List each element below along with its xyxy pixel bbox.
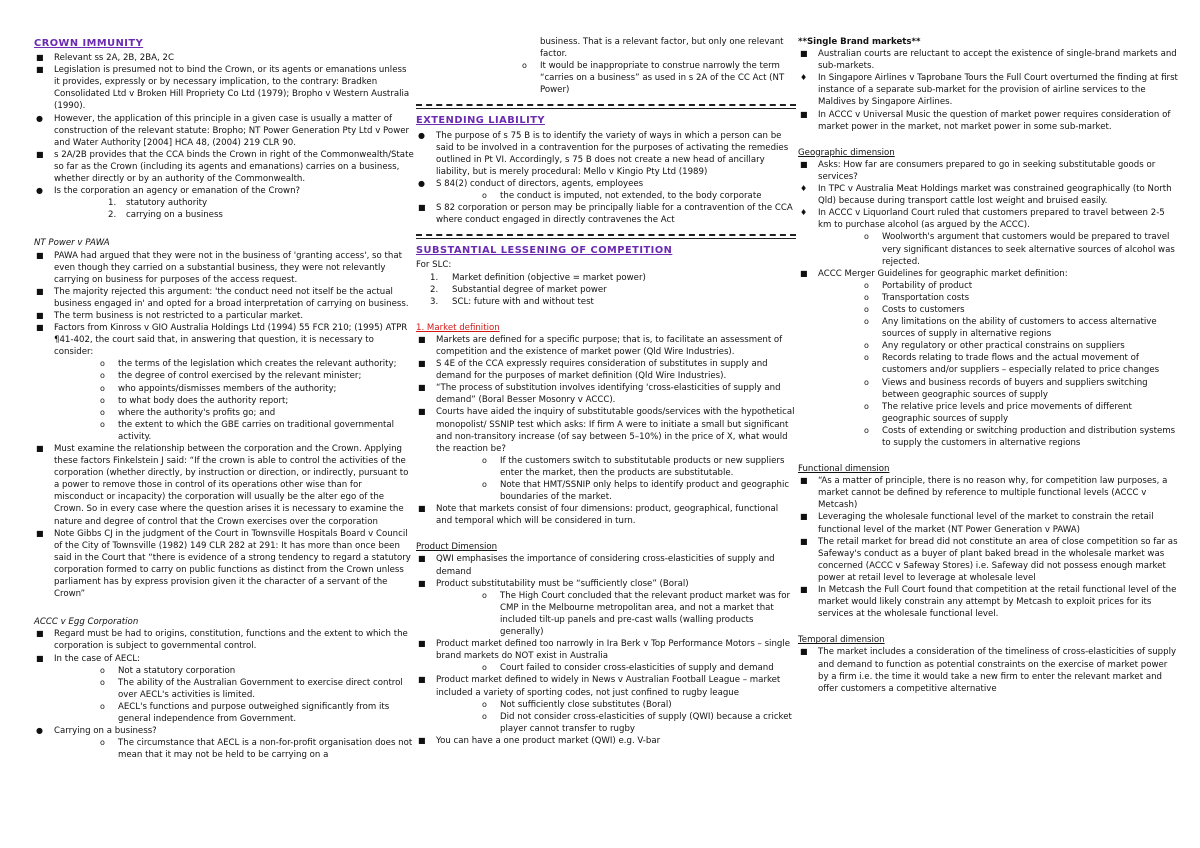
circle-bullet-icon: o: [100, 359, 105, 369]
square-bullet-icon: ■: [418, 334, 426, 344]
circle-bullet-icon: o: [864, 401, 869, 411]
numbered-item: 2. Substantial degree of market power: [430, 284, 607, 295]
column-1: [34, 36, 414, 761]
heading-market-definition: 1. Market definition: [416, 322, 500, 333]
circle-bullet-icon: o: [522, 61, 527, 71]
list-item: ■ “The process of substitution involves identifying 'cross-elasticities of supply and demand” (Boral Besser Mosonry v ACCC).: [418, 383, 781, 406]
square-bullet-icon: ■: [800, 647, 808, 657]
square-bullet-icon: ■: [36, 444, 44, 453]
circle-bullet-icon: o: [864, 292, 869, 302]
sub-item: o where the authority's profits go; and: [100, 407, 276, 418]
sub-item: o Records relating to trade flows and the actual movement of customers and/or suppliers – especially related to price changes: [864, 353, 1160, 376]
list-item: ■ The retail market for bread did not constitute an area of close competition so far as Safeway's conduct as a buyer of plant baked bread in the wholesale market was concerned (ACCC v Safeway Stores) i.e. Safeway did not possess enough market power at retail level to leverage at wholesale level: [800, 536, 1178, 583]
list-item: ♦ In Singapore Airlines v Taprobane Tours the Full Court overturned the finding at first instance of a separate sub-market for the provision of airline services to the Maldives by Singapore Airlines.: [800, 73, 1178, 108]
sub-item: o the conduct is imputed, not extended, to the body corporate: [482, 191, 762, 202]
circle-bullet-icon: o: [100, 665, 105, 675]
list-item: ● The purpose of s 75 B is to identify the variety of ways in which a person can be said to be involved in a contravention for the purposes of activating the remedies outlined in Pt VI. Accordingly, s 75 B does not create a new head of ancillary liability, but is merely procedural: Mello v Kingio Pty Ltd (1989): [418, 130, 789, 177]
sub-item: o Woolworth's argument that customers would be prepared to travel very significant distances to seek alternative sources of alcohol was rejected.: [864, 232, 1175, 267]
round-bullet-icon: ●: [418, 130, 425, 140]
sub-item: o Not sufficiently close substitutes (Boral): [482, 699, 672, 710]
square-bullet-icon: ■: [418, 675, 426, 685]
square-bullet-icon: ■: [36, 53, 44, 63]
heading-crown-immunity: CROWN IMMUNITY: [34, 38, 144, 49]
column-2: [416, 36, 796, 747]
list-item: ■ Asks: How far are consumers prepared to go in seeking substitutable goods or services?: [800, 159, 1156, 182]
square-bullet-icon: ■: [418, 578, 426, 588]
sub-item: o the extent to which the GBE carries on traditional governmental activity.: [100, 419, 395, 442]
section-divider: [416, 234, 796, 239]
sub-item: o the terms of the legislation which creates the relevant authority;: [100, 359, 397, 370]
list-item: ■ In ACCC v Universal Music the question of market power requires consideration of market power in the market, not market power in some sub-market.: [800, 109, 1171, 132]
sub-item: o Views and business records of buyers and suppliers switching between geographic sources of supply: [864, 377, 1148, 400]
list-item: ■ The market includes a consideration of the timeliness of cross-elasticities of supply and demand to function as potential constraints on the exercise of market power by a firm i.e. the time it would take a new firm to enter the relevant market and offer customers a competitive alternative: [800, 647, 1177, 694]
square-bullet-icon: ■: [418, 359, 426, 369]
circle-bullet-icon: o: [864, 317, 869, 327]
square-bullet-icon: ■: [800, 536, 808, 546]
sub-item: o Court failed to consider cross-elasticities of supply and demand: [482, 663, 774, 674]
list-item: ♦ In TPC v Australia Meat Holdings market was constrained geographically (to North Qld) because during transport cattle lost weight and bruised easily.: [800, 184, 1172, 207]
square-bullet-icon: ■: [418, 407, 426, 417]
diamond-bullet-icon: ♦: [800, 208, 808, 218]
circle-bullet-icon: o: [482, 455, 487, 465]
list-item: ■ PAWA had argued that they were not in the business of 'granting access', so that even though they carried on a substantial business, they were not relevantly carrying on business for purposes of the access request.: [36, 250, 402, 285]
list-item: ■ QWI emphasises the importance of considering cross-elasticities of supply and demand: [418, 554, 775, 577]
circle-bullet-icon: o: [864, 280, 869, 290]
heading-slc: SUBSTANTIAL LESSENING OF COMPETITION: [416, 245, 673, 257]
numbered-item: 1. Market definition (objective = market power): [430, 272, 646, 283]
list-item: ■ The majority rejected this argument: 'the conduct need not itself be the actual business engaged in' and opted for a broad interpretation of carrying on business.: [36, 286, 409, 309]
list-item: ■ Relevant ss 2A, 2B, 2BA, 2C: [36, 53, 174, 64]
circle-bullet-icon: o: [864, 341, 869, 351]
diamond-bullet-icon: ♦: [800, 184, 808, 194]
circle-bullet-icon: o: [482, 711, 487, 721]
list-item: ■ s 2A/2B provides that the CCA binds the Crown in right of the Commonwealth/State so far as the Crown (including its agents and emanations) carries on a business, whether directly or by an authority of the Commonwealth.: [36, 149, 414, 185]
sub-item: o The High Court concluded that the relevant product market was for CMP in the Melbourne metropolitan area, and not a market that included tilt-up panels and pre-cast walls (walling products generally): [482, 590, 791, 638]
list-item: ♦ In ACCC v Liquorland Court ruled that customers prepared to travel between 2-5 km to purchase alcohol (as argued by the ACCC).: [800, 208, 1165, 231]
circle-bullet-icon: o: [482, 191, 487, 201]
list-item: ■ Factors from Kinross v GIO Australia Holdings Ltd (1994) 55 FCR 210; (1995) ATPR ¶41-402, the court said that, in answering that question, it is necessary to consider:: [36, 323, 408, 358]
list-item: ■ Legislation is presumed not to bind the Crown, or its agents or emanations unless it provides, expressly or by necessary implication, to the contrary: Bradken Consolidated Ltd v Broken Hill Propriety Co Ltd (1979); Bropho v Western Australia (1990).: [36, 65, 410, 112]
diamond-bullet-icon: ♦: [800, 73, 808, 83]
square-bullet-icon: ■: [800, 49, 808, 59]
section-divider: [416, 104, 796, 109]
circle-bullet-icon: o: [864, 353, 869, 363]
list-item: ■ The term business is not restricted to a particular market.: [36, 310, 304, 321]
sub-item: o Any regulatory or other practical constrains on suppliers: [864, 341, 1125, 352]
list-item: ■ S 4E of the CCA expressly requires consideration of substitutes in supply and demand for the purposes of market definition (Qld Wire Industries).: [418, 359, 768, 382]
circle-bullet-icon: o: [100, 419, 105, 429]
sub-item: o AECL's functions and purpose outweighed significantly from its general independence from Government.: [100, 701, 390, 724]
round-bullet-icon: ●: [36, 186, 43, 196]
sub-item: o Costs to customers: [864, 304, 965, 315]
case-heading: NT Power v PAWA: [34, 238, 110, 249]
round-bullet-icon: ●: [36, 726, 43, 736]
sub-item: o Any limitations on the ability of customers to access alternative sources of supply in alternative regions: [864, 317, 1157, 340]
list-item: ■ In the case of AECL:: [36, 653, 141, 664]
list-item: ■ Must examine the relationship between the corporation and the Crown. Applying these factors Finkelstein J said: “If the crown is able to control the activities of the corporation (whether directly, by instruction or direction, or indirectly, pursuant to a power to remove those in control of its operations other wise than for misconduct or incapacity) the corporation will usually be the alter ego of the Crown. So in every case where the question arises it is necessary to examine the nature and degree of control that the Crown exercises over the corporation: [36, 444, 409, 527]
circle-bullet-icon: o: [100, 383, 105, 393]
numbered-item: 2. carrying on a business: [108, 210, 223, 221]
sub-item-continued: business. That is a relevant factor, but only one relevant factor.: [540, 37, 784, 60]
circle-bullet-icon: o: [100, 701, 105, 711]
sub-item: o Costs of extending or switching production and distribution systems to supply the customers in alternative regions: [864, 425, 1176, 448]
square-bullet-icon: ■: [36, 528, 44, 538]
square-bullet-icon: ■: [36, 323, 44, 333]
list-item: ■ Leveraging the wholesale functional level of the market to constrain the retail functional level of the market (NT Power Generation v PAWA): [800, 512, 1154, 535]
circle-bullet-icon: o: [864, 377, 869, 387]
square-bullet-icon: ■: [800, 159, 808, 169]
square-bullet-icon: ■: [36, 629, 44, 639]
list-item: ● Is the corporation an agency or emanation of the Crown?: [36, 186, 301, 197]
circle-bullet-icon: o: [482, 480, 487, 489]
list-item: ■ Markets are defined for a specific purpose; that is, to facilitate an assessment of competition and the existence of market power (Qld Wire Industries).: [418, 334, 783, 357]
numbered-item: 1. statutory authority: [108, 198, 208, 209]
circle-bullet-icon: o: [100, 371, 105, 381]
circle-bullet-icon: o: [100, 738, 105, 748]
square-bullet-icon: ■: [418, 639, 426, 649]
list-item: ■ Product substitutability must be “sufficiently close” (Boral): [418, 578, 689, 589]
square-bullet-icon: ■: [36, 310, 44, 320]
sub-item: o The circumstance that AECL is a non-for-profit organisation does not mean that it may not be held to be carrying on a: [100, 738, 413, 761]
sub-item: o The relative price levels and price movements of different geographic sources of supply: [864, 401, 1132, 424]
square-bullet-icon: ■: [418, 203, 426, 213]
list-item: ■ ACCC Merger Guidelines for geographic market definition:: [800, 268, 1068, 279]
square-bullet-icon: ■: [36, 65, 44, 75]
square-bullet-icon: ■: [36, 250, 44, 260]
sub-item: o Transportation costs: [864, 292, 970, 303]
numbered-item: 3. SCL: future with and without test: [430, 296, 594, 307]
square-bullet-icon: ■: [36, 286, 44, 296]
square-bullet-icon: ■: [418, 504, 426, 514]
sub-item: o Portability of product: [864, 280, 973, 291]
heading-extending-liability: EXTENDING LIABILITY: [416, 115, 545, 127]
intro-text: For SLC:: [416, 260, 452, 271]
list-item: ■ Australian courts are reluctant to accept the existence of single-brand markets and sub-markets.: [800, 49, 1177, 72]
list-item: ■ Note that markets consist of four dimensions: product, geographical, functional and temporal which will be considered in turn.: [418, 504, 779, 527]
heading-single-brand-markets: **Single Brand markets**: [798, 37, 921, 47]
square-bullet-icon: ■: [36, 653, 44, 663]
list-item: ■ Courts have aided the inquiry of substitutable goods/services with the hypothetical monopolist/ SSNIP test which asks: If firm A were to initiate a small but significant and non-transitory increase (of say between 5–10%) in the price of X, what would the reaction be?: [418, 407, 795, 454]
sub-item: o who appoints/dismisses members of the authority;: [100, 383, 337, 394]
square-bullet-icon: ■: [800, 476, 808, 486]
circle-bullet-icon: o: [864, 425, 869, 435]
circle-bullet-icon: o: [482, 663, 487, 673]
square-bullet-icon: ■: [36, 149, 44, 159]
list-item: ■ Regard must be had to origins, constitution, functions and the extent to which the corporation is subject to governmental control.: [36, 629, 408, 652]
square-bullet-icon: ■: [800, 585, 808, 595]
square-bullet-icon: ■: [800, 512, 808, 522]
list-item: ■ Note Gibbs CJ in the judgment of the Court in Townsville Hospitals Board v Council of the City of Townsville (1982) 149 CLR 282 at 291: It has more than once been said in the Court that “there is evidence of a strong tendency to regard a statutory corporation formed to carry on public functions as distinct from the Crown unless parliament has by express provision given it the character of a servant of the Crown”: [36, 528, 411, 600]
list-item: ■ In Metcash the Full Court found that competition at the retail functional level of the market would likely constrain any attempt by Metcash to exploit prices for its services at the wholesale functional level.: [800, 585, 1177, 620]
case-heading: ACCC v Egg Corporation: [34, 617, 139, 628]
square-bullet-icon: ■: [418, 735, 426, 745]
list-item: ■ Product market defined to widely in News v Australian Football League – market included a variety of sporting codes, not just confined to rugby league: [418, 675, 781, 698]
list-item: ■ “As a matter of principle, there is no reason why, for competition law purposes, a market cannot be defined by reference to multiple functional levels (ACCC v Metcash): [800, 476, 1168, 511]
sub-item: o The ability of the Australian Government to exercise direct control over AECL's activities is limited.: [100, 677, 403, 700]
column-3: [798, 36, 1178, 695]
square-bullet-icon: ■: [800, 268, 808, 278]
sub-item: o It would be inappropriate to construe narrowly the term “carries on a business” as used in s 2A of the CC Act (NT Power): [522, 61, 785, 96]
heading-product-dimension: Product Dimension: [416, 542, 498, 553]
list-item: ■ You can have a one product market (QWI) e.g. V-bar: [418, 735, 661, 746]
sub-item: o Not a statutory corporation: [100, 665, 236, 676]
circle-bullet-icon: o: [482, 699, 487, 709]
circle-bullet-icon: o: [864, 232, 869, 242]
sub-item: o the degree of control exercised by the relevant minister;: [100, 371, 362, 382]
list-item: ● S 84(2) conduct of directors, agents, employees: [418, 178, 644, 189]
sub-item: o Did not consider cross-elasticities of supply (QWI) because a cricket player cannot transfer to rugby: [482, 711, 792, 734]
circle-bullet-icon: o: [100, 407, 105, 417]
round-bullet-icon: ●: [36, 113, 43, 123]
square-bullet-icon: ■: [800, 109, 808, 119]
square-bullet-icon: ■: [418, 383, 426, 393]
round-bullet-icon: ●: [418, 178, 425, 188]
heading-temporal-dimension: Temporal dimension: [798, 635, 885, 646]
list-item: ● Carrying on a business?: [36, 726, 157, 737]
circle-bullet-icon: o: [482, 590, 487, 600]
circle-bullet-icon: o: [100, 677, 105, 687]
sub-item: o If the customers switch to substitutable products or new suppliers enter the market, then the products are substitutable.: [482, 455, 785, 478]
sub-item: o to what body does the authority report;: [100, 395, 289, 406]
circle-bullet-icon: o: [864, 304, 869, 314]
heading-geographic-dimension: Geographic dimension: [798, 147, 895, 158]
list-item: ■ Product market defined too narrowly in Ira Berk v Top Performance Motors – single brand markets do NOT exist in Australia: [418, 639, 791, 662]
list-item: ■ S 82 corporation or person may be principally liable for a contravention of the CCA where conduct engaged in directly contravenes the Act: [418, 203, 793, 226]
heading-functional-dimension: Functional dimension: [798, 464, 890, 475]
list-item: ● However, the application of this principle in a given case is usually a matter of construction of the relevant statute: Bropho; NT Power Generation Pty Ltd v Power and Water Authority [2004] HCA 48, (2004) 219 CLR 90.: [36, 113, 410, 148]
sub-item: o Note that HMT/SSNIP only helps to identify product and geographic boundaries of the market.: [482, 480, 790, 503]
square-bullet-icon: ■: [418, 554, 426, 564]
circle-bullet-icon: o: [100, 395, 105, 405]
